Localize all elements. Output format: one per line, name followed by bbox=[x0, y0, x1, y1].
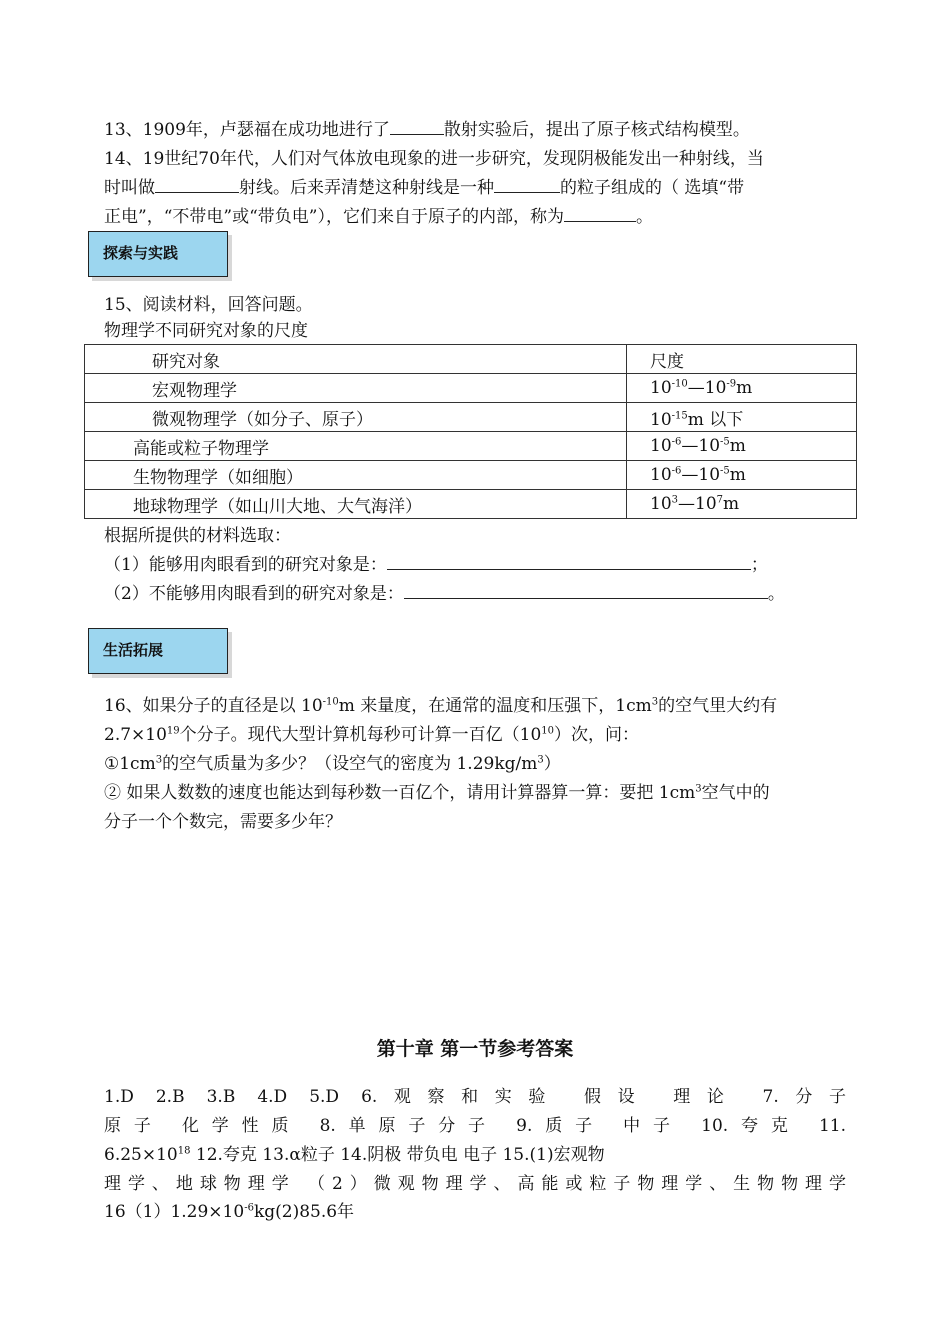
question-14-line-2: 时叫做 射线。后来弄清楚这种射线是一种 的粒子组成的（ 选填“带 bbox=[104, 178, 745, 198]
question-14-line-1: 14、19世纪70年代，人们对气体放电现象的进一步研究，发现阴极能发出一种射线，当 bbox=[104, 149, 764, 169]
table-cell: $10^{-6}—10^{-5}m$ bbox=[627, 432, 857, 461]
table-cell: 研究对象 bbox=[85, 345, 627, 374]
table-cell: $10^3—10^7m$ bbox=[627, 490, 857, 519]
table-row bbox=[85, 461, 857, 490]
answer-line-2: 原子 化学性质 8.单原子分子 9.质子 中子 10.夸克 11. bbox=[104, 1116, 846, 1136]
question-16-line-4: ② 如果人数数的速度也能达到每秒数一百亿个，请用计算器算一算：要把 $1cm^3$空气中的 bbox=[104, 783, 770, 803]
scale-table bbox=[84, 344, 857, 519]
question-16-line-1: 16、如果分子的直径是以 $10^{-10}m$ 来量度，在通常的温度和压强下，$1cm^3$的空气里大约有 bbox=[104, 696, 778, 716]
question-15-select-intro: 根据所提供的材料选取： bbox=[104, 526, 291, 546]
answer-line-5: $16(1)1.29\times 10^{-6}kg(2)85.6$年 bbox=[104, 1202, 355, 1222]
question-14-line-3: 正电”，“不带电”或“带负电”），它们来自于原子的内部，称为 。 bbox=[104, 207, 653, 227]
answer-blank bbox=[390, 118, 444, 135]
answer-blank bbox=[494, 176, 560, 193]
answer-line-3: $6.25\times 10^{18}$ 12.夸克 13.α粒子 14.阴极 带负电 电子 15.(1)宏观物 bbox=[104, 1145, 605, 1165]
question-16-line-2: $2.7\times 10^{19}$个分子。现代大型计算机每秒可计算一百亿$(10^{10})$次，问： bbox=[104, 725, 640, 745]
question-16-line-3: $①1cm^3$的空气质量为多少？（设空气的密度为 $1.29kg/m^3$） bbox=[104, 754, 561, 774]
table-cell: 地球物理学（如山川大地、大气海洋） bbox=[85, 490, 627, 519]
table-row bbox=[85, 403, 857, 432]
table-cell: $10^{-6}—10^{-5}m$ bbox=[627, 461, 857, 490]
table-cell: $10^{-10}—10^{-9}m$ bbox=[627, 374, 857, 403]
table-row bbox=[85, 432, 857, 461]
table-cell: 宏观物理学 bbox=[85, 374, 627, 403]
question-15-intro: 15、阅读材料，回答问题。 bbox=[104, 295, 313, 315]
answer-blank bbox=[404, 582, 768, 599]
table-caption: 物理学不同研究对象的尺度 bbox=[104, 321, 308, 341]
table-row bbox=[85, 374, 857, 403]
answer-blank bbox=[155, 176, 239, 193]
table-cell: 微观物理学（如分子、原子） bbox=[85, 403, 627, 432]
table-cell: $10^{-15}m$ 以下 bbox=[627, 403, 857, 432]
table-row bbox=[85, 345, 857, 374]
section-tag-explore: 探索与实践 bbox=[88, 231, 228, 277]
table-cell: 尺度 bbox=[627, 345, 857, 374]
question-16-line-5: 分子一个个数完，需要多少年？ bbox=[104, 812, 342, 832]
table-row bbox=[85, 490, 857, 519]
answer-title: 第十章 第一节参考答案 bbox=[376, 1038, 574, 1060]
answer-blank bbox=[564, 205, 636, 222]
section-tag-life: 生活拓展 bbox=[88, 628, 228, 674]
table-cell: 生物物理学（如细胞） bbox=[85, 461, 627, 490]
question-15-part-2: （2）不能够用肉眼看到的研究对象是： 。 bbox=[104, 584, 785, 604]
answer-line-4: 理学、地球物理学 （2）微观物理学、高能或粒子物理学、生物物理学 bbox=[104, 1174, 846, 1194]
question-13: 13、1909年，卢瑟福在成功地进行了 散射实验后，提出了原子核式结构模型。 bbox=[104, 120, 750, 140]
question-15-part-1: （1）能够用肉眼看到的研究对象是： ； bbox=[104, 555, 768, 575]
table-cell: 高能或粒子物理学 bbox=[85, 432, 627, 461]
answer-blank bbox=[387, 553, 751, 570]
answer-line-1: 1.D 2.B 3.B 4.D 5.D 6.观察和实验 假设 理论 7.分子 bbox=[104, 1087, 846, 1107]
